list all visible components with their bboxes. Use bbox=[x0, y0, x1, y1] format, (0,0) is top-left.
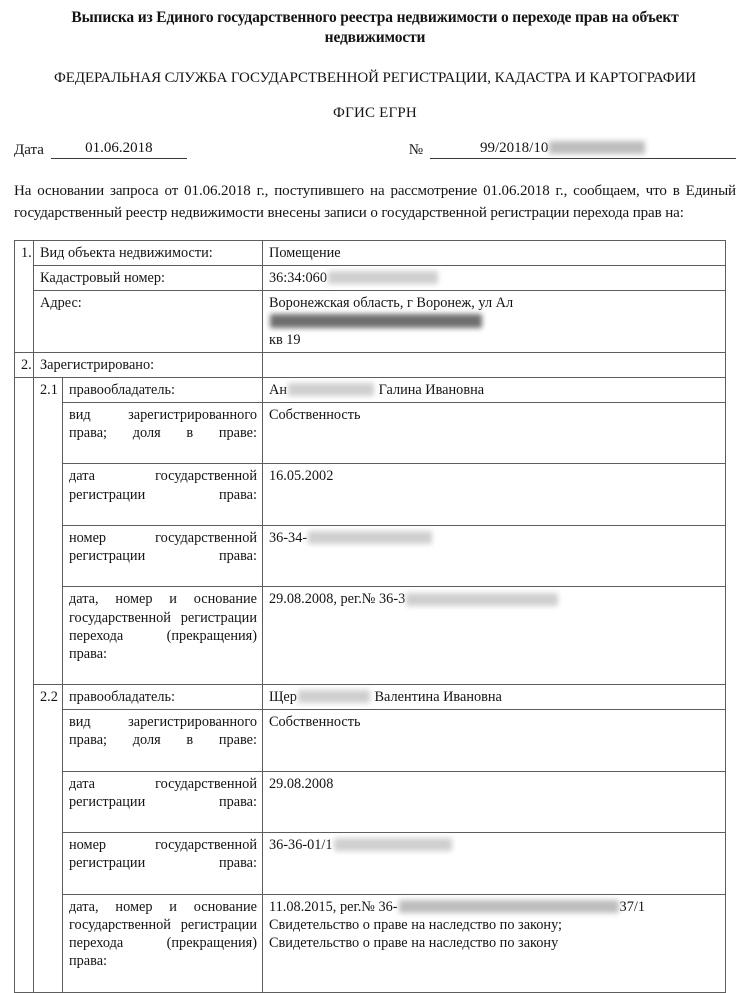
row-value: Помещение bbox=[263, 240, 726, 265]
table-row bbox=[15, 402, 726, 463]
redaction-cadastral bbox=[328, 271, 438, 284]
page-title: Выписка из Единого государственного реестра недвижимости о переходе прав на объект недвижимости bbox=[71, 9, 679, 47]
registry-table bbox=[14, 240, 726, 993]
transfer-basis-value: 29.08.2008, рег.№ 36-3 bbox=[269, 591, 406, 608]
table-row bbox=[15, 352, 726, 377]
holder-name-prefix: Ан bbox=[269, 381, 287, 398]
table-row bbox=[15, 587, 726, 685]
address-value-tail: кв 19 bbox=[269, 331, 301, 348]
meta-line bbox=[14, 140, 736, 159]
row-value bbox=[263, 587, 726, 685]
transfer-basis-value: 11.08.2015, рег.№ 36- bbox=[269, 898, 398, 915]
row-label: Зарегистрировано: bbox=[34, 352, 263, 377]
row-value: Собственность bbox=[263, 710, 726, 771]
entry-number: 2.1 bbox=[34, 377, 63, 684]
transfer-basis-tail: 37/1 bbox=[619, 898, 645, 915]
number-block bbox=[409, 140, 736, 159]
row-label: Адрес: bbox=[34, 291, 263, 352]
redaction-reg-number bbox=[334, 838, 452, 851]
row-value bbox=[263, 291, 726, 352]
row-value bbox=[263, 685, 726, 710]
table-row bbox=[15, 894, 726, 992]
redaction-transfer-basis bbox=[399, 900, 619, 913]
address-value: Воронежская область, г Воронеж, ул Ал bbox=[269, 295, 514, 312]
holder-name-suffix: Валентина Ивановна bbox=[374, 689, 502, 706]
row-label: дата, номер и основание государственной регистрации перехода (прекращения) права: bbox=[63, 894, 263, 992]
row-label: Кадастровый номер: bbox=[34, 266, 263, 291]
row-value bbox=[263, 525, 726, 586]
row-value bbox=[263, 894, 726, 992]
reg-number-value: 36-34- bbox=[269, 529, 308, 546]
number-value: 99/2018/10 bbox=[480, 140, 549, 157]
table-row bbox=[15, 464, 726, 525]
row-label: правообладатель: bbox=[63, 685, 263, 710]
table-row bbox=[15, 377, 726, 402]
row-value: 29.08.2008 bbox=[263, 771, 726, 832]
section-number: 2. bbox=[15, 352, 34, 377]
table-row bbox=[15, 710, 726, 771]
row-value bbox=[263, 266, 726, 291]
redaction-reg-number bbox=[308, 531, 432, 544]
row-label: дата государственной регистрации права: bbox=[63, 464, 263, 525]
table-row bbox=[15, 291, 726, 352]
reg-number-value: 36-36-01/1 bbox=[269, 837, 333, 854]
row-label: вид зарегистрированного права; доля в праве: bbox=[63, 710, 263, 771]
date-block bbox=[14, 140, 187, 159]
redaction-number bbox=[549, 141, 645, 154]
table-row bbox=[15, 833, 726, 894]
date-value: 01.06.2018 bbox=[51, 140, 187, 159]
row-label: правообладатель: bbox=[63, 377, 263, 402]
section-rail bbox=[15, 377, 34, 992]
table-row bbox=[15, 685, 726, 710]
redaction-holder-name bbox=[288, 383, 374, 396]
section-number: 1. bbox=[15, 240, 34, 352]
row-label: Вид объекта недвижимости: bbox=[34, 240, 263, 265]
row-value bbox=[263, 377, 726, 402]
row-label: дата государственной регистрации права: bbox=[63, 771, 263, 832]
row-label: дата, номер и основание государственной регистрации перехода (прекращения) права: bbox=[63, 587, 263, 685]
number-label: № bbox=[408, 142, 423, 159]
table-row bbox=[15, 525, 726, 586]
holder-name-suffix: Галина Ивановна bbox=[378, 381, 485, 398]
row-label: номер государственной регистрации права: bbox=[63, 525, 263, 586]
redaction-transfer-basis bbox=[406, 593, 558, 606]
entry-number: 2.2 bbox=[34, 685, 63, 992]
table-row bbox=[15, 266, 726, 291]
basis-line-3: Свидетельство о праве на наследство по закону bbox=[269, 935, 559, 952]
redaction-holder-name bbox=[298, 690, 370, 703]
row-value: Собственность bbox=[263, 402, 726, 463]
table-row bbox=[15, 240, 726, 265]
agency-name: ФЕДЕРАЛЬНАЯ СЛУЖБА ГОСУДАРСТВЕННОЙ РЕГИСТРАЦИИ, КАДАСТРА И КАРТОГРАФИИ bbox=[54, 69, 696, 86]
row-value bbox=[263, 352, 726, 377]
system-name: ФГИС ЕГРН bbox=[333, 105, 417, 122]
document-page bbox=[0, 8, 750, 972]
row-label: номер государственной регистрации права: bbox=[63, 833, 263, 894]
redaction-address bbox=[270, 314, 482, 328]
basis-line-2: Свидетельство о праве на наследство по закону; bbox=[269, 916, 562, 933]
table-row bbox=[15, 771, 726, 832]
number-value-container bbox=[430, 140, 736, 159]
row-value: 16.05.2002 bbox=[263, 464, 726, 525]
intro-paragraph: На основании запроса от 01.06.2018 г., поступившего на рассмотрение 01.06.2018 г., сообщаем, что в Единый государственный реестр недвижимости внесены записи о государственной регистрации перехода прав на: bbox=[14, 183, 736, 221]
row-value bbox=[263, 833, 726, 894]
holder-name-prefix: Щер bbox=[269, 689, 297, 706]
cadastral-number-value: 36:34:060 bbox=[269, 270, 327, 287]
row-label: вид зарегистрированного права; доля в праве: bbox=[63, 402, 263, 463]
date-label: Дата bbox=[14, 142, 44, 159]
